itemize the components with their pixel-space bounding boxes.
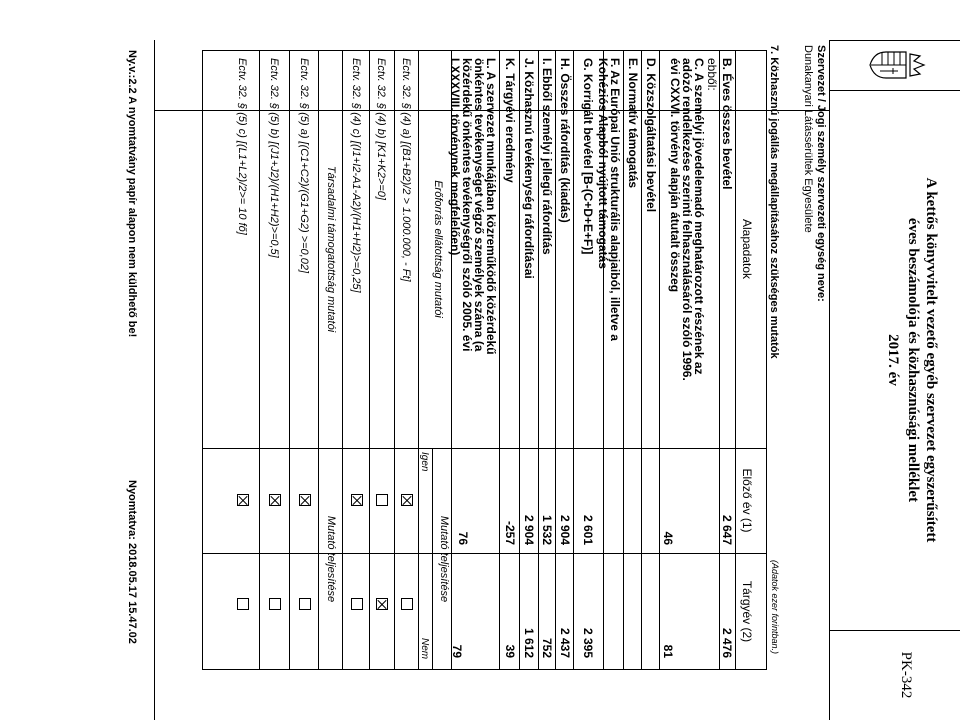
row-rule xyxy=(538,50,539,670)
row-label-d: D. Közszolgáltatási bevétel xyxy=(644,58,658,213)
row-b-curr: 2 476 xyxy=(720,627,734,658)
row-rule xyxy=(623,50,624,670)
row-label-ebbol: ebből: xyxy=(705,58,719,91)
section-title: 7. Közhasznú jogállás megállapításához szükséges mutatók xyxy=(768,45,780,359)
indicator-5a-label: Ectv. 32. § (5) a) [(C1+C2)/(G1+G2) >=0,02] xyxy=(298,58,310,273)
row-rule xyxy=(394,50,395,670)
row-c-curr: 81 xyxy=(661,644,675,658)
checkbox-4c-nem[interactable] xyxy=(351,598,363,610)
fulfillment-header: Mutató teljesítése xyxy=(438,515,450,603)
submission-warning: Ny.v.:2.2 A nyomtatvány papír alapon nem küldhető be! xyxy=(126,50,138,338)
checkbox-4c-igen[interactable] xyxy=(351,494,363,506)
row-rule xyxy=(369,50,370,670)
row-label-e: E. Normatív támogatás xyxy=(626,58,640,189)
report-year: 2017. év xyxy=(885,334,901,386)
checkbox-4b-igen[interactable] xyxy=(376,494,388,506)
col-divider-1 xyxy=(202,448,767,449)
col-igen: Igen xyxy=(419,452,430,472)
row-k-prev: -257 xyxy=(503,520,517,545)
row-rule xyxy=(318,50,319,670)
row-rule xyxy=(259,50,260,670)
row-label-b: B. Éves összes bevétel xyxy=(720,58,734,190)
row-label-l: L. A szervezet munkájában közreműködő közérdekű önkéntes tevékenységet végző személyek száma (a közérdekű önkéntes tevékenységről szóló 2005. évi LXXXVIII. törvénynek megfelelően) xyxy=(448,58,498,355)
social-indicators-header: Társadalmi támogatottság mutatói xyxy=(325,165,337,333)
row-j-curr: 1 612 xyxy=(522,627,536,658)
row-rule xyxy=(418,50,419,670)
col-header-current-year: Tárgyév (2) xyxy=(740,580,754,643)
header-top-rule xyxy=(829,40,830,720)
resource-indicators-header: Erőforrás ellátottság mutatói xyxy=(432,180,444,318)
row-rule xyxy=(735,50,736,670)
col-nem: Nem xyxy=(419,638,430,660)
social-fulfillment-header: Mutató teljesítése xyxy=(325,515,337,603)
indicator-5b-label: Ectv. 32. § (5) b) [(J1+J2)/(H1+H2)>=0,5] xyxy=(268,58,280,258)
row-rule xyxy=(519,50,520,670)
row-j-prev: 2 904 xyxy=(522,514,536,545)
row-rule xyxy=(499,50,500,670)
unit-note: (Adatok ezer forintban.) xyxy=(770,560,780,655)
row-g-curr: 2 395 xyxy=(581,627,595,658)
checkbox-5c-igen[interactable] xyxy=(237,494,249,506)
checkbox-5b-nem[interactable] xyxy=(269,598,281,610)
row-h-prev: 2 904 xyxy=(558,514,572,545)
indicator-4b-label: Ectv. 32. § (4) b) [K1+K2>=0] xyxy=(375,58,387,200)
col-header-alapadatok: Alapadatok xyxy=(740,218,754,280)
checkbox-4b-nem[interactable] xyxy=(376,598,388,610)
checkbox-4a-nem[interactable] xyxy=(401,598,413,610)
row-rule xyxy=(555,50,556,670)
indicator-5c-label: Ectv. 32. § (5) c) [(L1+L2)/2>= 10 fő] xyxy=(236,58,248,235)
col-divider-2 xyxy=(202,553,767,554)
row-i-curr: 752 xyxy=(540,637,554,658)
row-i-prev: 1 532 xyxy=(540,514,554,545)
row-label-j: J. Közhasznú tevékenység ráfordításai xyxy=(522,58,536,279)
row-label-c: C. A személyi jövedelemadó meghatározott részének az adózó rendelkezése szerinti felhasználásáról szóló 1996. évi CXXVI. törvény alapján átutalt összeg xyxy=(668,58,706,381)
row-rule xyxy=(432,448,433,670)
row-b-prev: 2 647 xyxy=(720,514,734,545)
row-label-i: I. Ebből személyi jellegű ráfordítás xyxy=(540,58,554,255)
print-timestamp: Nyomtatva: 2018.05.17 15.47.02 xyxy=(126,480,138,644)
checkbox-5c-nem[interactable] xyxy=(237,598,249,610)
checkbox-5b-igen[interactable] xyxy=(269,494,281,506)
checkbox-4a-igen[interactable] xyxy=(401,494,413,506)
checkbox-5a-igen[interactable] xyxy=(299,494,311,506)
code-divider xyxy=(830,630,960,631)
page-bottom-rule xyxy=(154,40,155,720)
form-code: PK-342 xyxy=(898,651,914,699)
row-label-k: K. Tárgyévi eredmény xyxy=(503,58,517,183)
row-rule xyxy=(641,50,642,670)
hungarian-coat-of-arms-icon xyxy=(868,46,928,84)
form-title xyxy=(884,90,940,630)
row-l-curr: 79 xyxy=(450,644,464,658)
row-h-curr: 2 437 xyxy=(558,627,572,658)
row-l-prev: 76 xyxy=(456,531,470,545)
row-g-prev: 2 601 xyxy=(581,514,595,545)
title-line-2: éves beszámolója és közhasznúsági melléklet xyxy=(905,217,921,503)
checkbox-5a-nem[interactable] xyxy=(299,598,311,610)
row-rule xyxy=(659,50,660,670)
row-c-prev: 46 xyxy=(661,531,675,545)
row-rule xyxy=(342,50,343,670)
title-line-1: A kettős könyvvitelt vezető egyéb szervezet egyszerűsített xyxy=(923,177,939,543)
row-label-f: F. Az Európai Unió strukturális alapjaiból, illetve a Kohéziós Alapból nyújtott támogatás xyxy=(596,58,622,341)
indicator-4a-label: Ectv. 32. § (4) a) [(B1+B2)/2 > 1.000.000, - Ft] xyxy=(400,58,412,282)
row-rule xyxy=(573,50,574,670)
col-header-prev-year: Előző év (1) xyxy=(740,468,754,533)
org-name-label: Szervezet / Jogi személy szervezeti egység neve: xyxy=(815,45,827,302)
row-rule xyxy=(289,50,290,670)
indicator-4c-label: Ectv. 32. § (4) c) [(I1+I2-A1-A2)/(H1+H2)>=0,25] xyxy=(350,58,362,293)
row-label-h: H. Összes ráfordítás (kiadás) xyxy=(558,58,572,223)
row-label-g: G. Korrigált bevétel [B-(C+D+E+F)] xyxy=(581,58,595,255)
header-left-rule xyxy=(830,40,960,41)
row-k-curr: 39 xyxy=(503,644,517,658)
org-name: Dunakanyari Látássérültek Egyesülete xyxy=(802,45,814,233)
